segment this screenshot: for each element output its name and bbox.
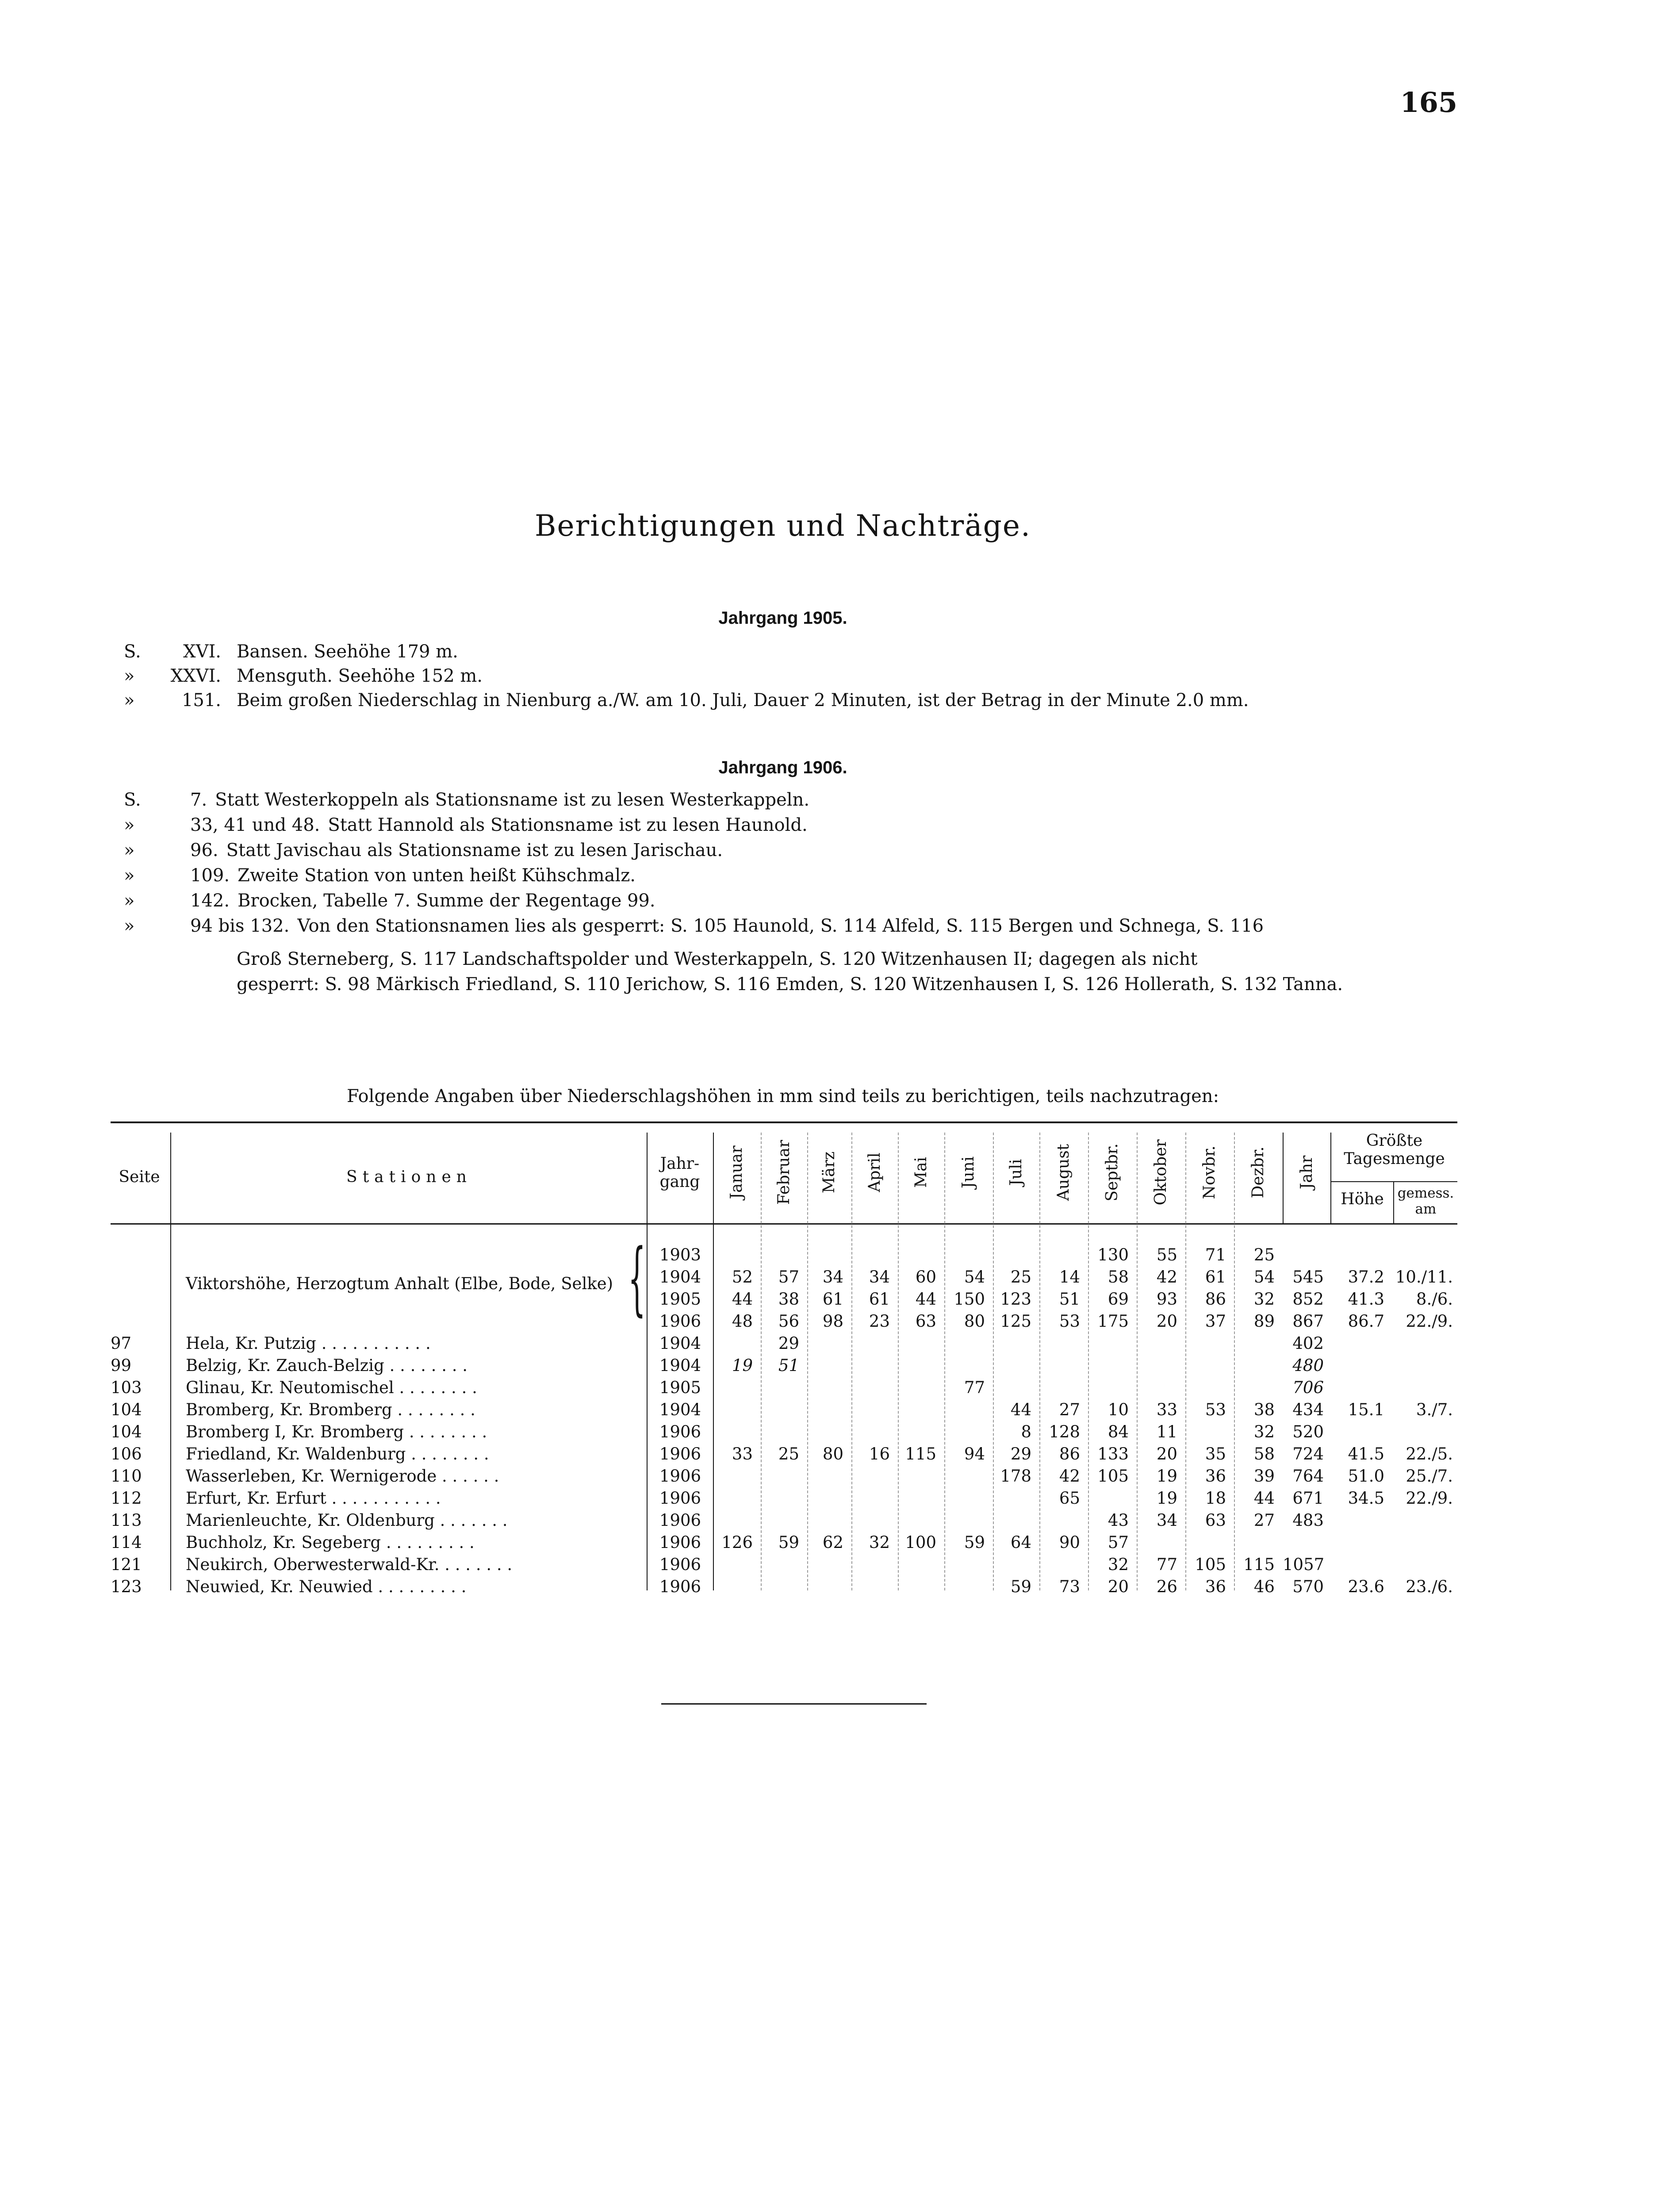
row-month-value: 36 (1205, 1467, 1226, 1486)
correction-entry (124, 790, 1473, 816)
row-month-value: 33 (1156, 1400, 1177, 1419)
row-gemessen-am: 25./7. (1406, 1467, 1453, 1486)
row-hoehe: 34.5 (1348, 1489, 1384, 1508)
row-seite: 114 (111, 1533, 142, 1552)
closing-rule (661, 1703, 927, 1705)
correction-entry (124, 815, 1473, 841)
row-jahrgang: 1904 (659, 1334, 701, 1353)
row-jahrgang: 1906 (659, 1511, 701, 1530)
row-month-value: 61 (1205, 1267, 1226, 1286)
entry-reference: 96. (190, 840, 218, 860)
row-month-value: 51 (778, 1356, 799, 1375)
row-month-value: 178 (1000, 1467, 1031, 1486)
row-month-value: 130 (1097, 1245, 1129, 1264)
row-gemessen-am: 23./6. (1406, 1577, 1453, 1596)
row-jahrgang: 1906 (659, 1467, 701, 1486)
row-station: Belzig, Kr. Zauch-Belzig . . . . . . . . (186, 1356, 468, 1375)
row-month-value: 59 (964, 1533, 985, 1552)
continuation-line: gesperrt: S. 98 Märkisch Friedland, S. 110 Jerichow, S. 116 Emden, S. 120 Witzenhausen I, S. 126 Hollerath, S. 132 Tanna. (237, 974, 1343, 995)
column-rule (170, 1133, 171, 1590)
continuation-line: Groß Sterneberg, S. 117 Landschaftspolder und Westerkappeln, S. 120 Witzenhausen II; dagegen als nicht (237, 949, 1198, 969)
row-month-value: 57 (1108, 1533, 1129, 1552)
header-hoehe: Höhe (1341, 1190, 1384, 1208)
row-month-value: 63 (915, 1312, 936, 1331)
correction-entry (124, 666, 1473, 692)
correction-entry (124, 865, 1473, 892)
entry-line (190, 891, 655, 911)
row-station: Buchholz, Kr. Segeberg . . . . . . . . . (186, 1533, 475, 1552)
row-month-value: 84 (1108, 1422, 1129, 1441)
entry-reference: 142. (190, 891, 230, 911)
header-month: Mai (912, 1157, 930, 1188)
page-title: Berichtigungen und Nachträge. (535, 509, 1031, 543)
row-month-value: 19 (1156, 1467, 1177, 1486)
entry-reference: 94 bis 132. (190, 916, 290, 936)
row-month-value: 16 (869, 1444, 890, 1463)
brace: { (628, 1232, 646, 1325)
row-month-value: 51 (1059, 1290, 1080, 1309)
entry-text: Beim großen Niederschlag in Nienburg a./W. am 10. Juli, Dauer 2 Minuten, ist der Betrag in der Minute 2.0 mm. (237, 690, 1249, 710)
entry-text: Von den Stationsnamen lies als gesperrt: S. 105 Haunold, S. 114 Alfeld, S. 115 Bergen und Schnega, S. 116 (297, 916, 1264, 936)
row-hoehe: 86.7 (1348, 1312, 1384, 1331)
entry-mark: » (124, 690, 135, 710)
row-jahr: 706 (1292, 1378, 1324, 1397)
row-month-value: 10 (1108, 1400, 1129, 1419)
row-station: Erfurt, Kr. Erfurt . . . . . . . . . . . (186, 1489, 441, 1508)
row-month-value: 105 (1097, 1467, 1129, 1486)
page-number: 165 (1400, 86, 1457, 119)
entry-mark: » (124, 865, 135, 886)
row-month-value: 64 (1010, 1533, 1031, 1552)
row-month-value: 61 (822, 1290, 843, 1309)
row-jahr: 671 (1292, 1489, 1324, 1508)
row-month-value: 44 (915, 1290, 936, 1309)
row-jahrgang: 1905 (659, 1378, 701, 1397)
entry-mark: » (124, 815, 135, 835)
row-jahrgang: 1906 (659, 1555, 701, 1574)
row-month-value: 77 (964, 1378, 985, 1397)
row-month-value: 34 (1156, 1511, 1177, 1530)
row-month-value: 48 (732, 1312, 753, 1331)
row-jahrgang: 1904 (659, 1400, 701, 1419)
row-month-value: 60 (915, 1267, 936, 1286)
row-gemessen-am: 3./7. (1416, 1400, 1453, 1419)
row-station: Glinau, Kr. Neutomischel . . . . . . . . (186, 1378, 477, 1397)
column-rule (1330, 1133, 1331, 1223)
header-month: Dezbr. (1249, 1146, 1267, 1198)
row-month-value: 63 (1205, 1511, 1226, 1530)
row-seite: 123 (111, 1577, 142, 1596)
row-gemessen-am: 22./5. (1406, 1444, 1453, 1463)
row-month-value: 125 (1000, 1312, 1031, 1331)
row-month-value: 37 (1205, 1312, 1226, 1331)
row-jahrgang: 1904 (659, 1356, 701, 1375)
row-month-value: 38 (778, 1290, 799, 1309)
row-station: Hela, Kr. Putzig . . . . . . . . . . . (186, 1334, 431, 1353)
row-jahr: 570 (1292, 1577, 1324, 1596)
row-jahrgang: 1904 (659, 1267, 701, 1286)
row-hoehe: 41.5 (1348, 1444, 1384, 1463)
row-month-value: 32 (869, 1533, 890, 1552)
row-month-value: 36 (1205, 1577, 1226, 1596)
correction-entry (124, 840, 1473, 867)
row-jahr: 483 (1292, 1511, 1324, 1530)
row-month-value: 42 (1156, 1267, 1177, 1286)
row-month-value: 175 (1097, 1312, 1129, 1331)
row-month-value: 62 (822, 1533, 843, 1552)
column-rule (851, 1133, 852, 1590)
entry-mark: » (124, 840, 135, 860)
row-jahrgang: 1905 (659, 1290, 701, 1309)
row-month-value: 34 (869, 1267, 890, 1286)
row-month-value: 43 (1108, 1511, 1129, 1530)
column-rule (944, 1133, 945, 1590)
row-seite: 97 (111, 1334, 132, 1353)
header-jahr: Jahr (1298, 1155, 1316, 1190)
row-hoehe: 23.6 (1348, 1577, 1384, 1596)
row-hoehe: 15.1 (1348, 1400, 1384, 1419)
row-hoehe: 41.3 (1348, 1290, 1384, 1309)
header-sub-rule (1331, 1181, 1457, 1182)
row-month-value: 94 (964, 1444, 985, 1463)
row-station: Marienleuchte, Kr. Oldenburg . . . . . . . (186, 1511, 508, 1530)
entry-reference: XVI. (183, 641, 221, 662)
column-rule (993, 1133, 994, 1590)
column-rule (898, 1133, 899, 1590)
row-jahrgang: 1906 (659, 1489, 701, 1508)
entry-mark: S. (124, 641, 141, 662)
row-seite: 104 (111, 1400, 142, 1419)
column-rule (1039, 1133, 1040, 1590)
row-month-value: 29 (1010, 1444, 1031, 1463)
header-month: Oktober (1152, 1139, 1170, 1206)
header-month: April (865, 1152, 884, 1192)
row-month-value: 39 (1253, 1467, 1275, 1486)
row-jahr: 724 (1292, 1444, 1324, 1463)
row-month-value: 69 (1108, 1290, 1129, 1309)
row-month-value: 53 (1059, 1312, 1080, 1331)
row-month-value: 19 (1156, 1489, 1177, 1508)
entry-text: Statt Westerkoppeln als Stationsname ist zu lesen Westerkappeln. (215, 790, 810, 810)
correction-entry (124, 916, 1473, 942)
station-name: Viktorshöhe, Herzogtum Anhalt (Elbe, Bode, Selke) (186, 1274, 613, 1293)
row-month-value: 55 (1156, 1245, 1177, 1264)
header-gemessen-am: gemess. am (1397, 1185, 1454, 1217)
entry-reference: 109. (190, 865, 230, 886)
row-month-value: 27 (1253, 1511, 1275, 1530)
row-month-value: 52 (732, 1267, 753, 1286)
row-station: Neuwied, Kr. Neuwied . . . . . . . . . (186, 1577, 467, 1596)
row-jahr: 545 (1292, 1267, 1324, 1286)
header-month: Septbr. (1103, 1143, 1121, 1202)
row-jahrgang: 1903 (659, 1245, 701, 1264)
header-seite: Seite (119, 1168, 160, 1186)
heading-1905: Jahrgang 1905. (718, 608, 847, 628)
header-month: Novbr. (1200, 1145, 1219, 1199)
header-month: August (1054, 1144, 1073, 1201)
row-seite: 112 (111, 1489, 142, 1508)
row-month-value: 73 (1059, 1577, 1080, 1596)
row-jahrgang: 1906 (659, 1422, 701, 1441)
row-month-value: 61 (869, 1290, 890, 1309)
entry-line (190, 815, 808, 835)
entry-reference: 151. (181, 690, 221, 710)
entry-text: Bansen. Seehöhe 179 m. (237, 641, 458, 662)
row-month-value: 133 (1097, 1444, 1129, 1463)
row-jahr: 764 (1292, 1467, 1324, 1486)
row-month-value: 19 (732, 1356, 753, 1375)
row-month-value: 86 (1059, 1444, 1080, 1463)
row-jahr: 480 (1292, 1356, 1324, 1375)
row-station: Wasserleben, Kr. Wernigerode . . . . . . (186, 1467, 499, 1486)
header-month: März (820, 1151, 838, 1194)
row-month-value: 32 (1108, 1555, 1129, 1574)
row-month-value: 128 (1049, 1422, 1080, 1441)
entry-text: Brocken, Tabelle 7. Summe der Regentage 99. (238, 891, 655, 911)
entry-line (190, 865, 636, 886)
row-month-value: 90 (1059, 1533, 1080, 1552)
header-groesste-tagesmenge: Größte Tagesmenge (1344, 1132, 1445, 1168)
row-seite: 104 (111, 1422, 142, 1441)
correction-entry (124, 641, 1473, 668)
entry-text: Statt Hannold als Stationsname ist zu lesen Haunold. (328, 815, 808, 835)
row-month-value: 86 (1205, 1290, 1226, 1309)
row-gemessen-am: 10./11. (1395, 1267, 1453, 1286)
row-month-value: 123 (1000, 1290, 1031, 1309)
header-month: Februar (774, 1140, 793, 1205)
header-month: Juni (959, 1156, 977, 1189)
row-month-value: 18 (1205, 1489, 1226, 1508)
entry-line (190, 840, 723, 860)
row-month-value: 58 (1108, 1267, 1129, 1286)
row-month-value: 23 (869, 1312, 890, 1331)
row-month-value: 57 (778, 1267, 799, 1286)
row-station: Neukirch, Oberwesterwald-Kr. . . . . . . . (186, 1555, 513, 1574)
correction-entry (124, 690, 1473, 717)
row-month-value: 65 (1059, 1489, 1080, 1508)
entry-mark: » (124, 666, 135, 686)
row-month-value: 20 (1156, 1444, 1177, 1463)
row-month-value: 25 (1253, 1245, 1275, 1264)
row-month-value: 44 (1253, 1489, 1275, 1508)
row-jahr: 520 (1292, 1422, 1324, 1441)
row-month-value: 54 (964, 1267, 985, 1286)
correction-entry (124, 891, 1473, 917)
row-jahr: 867 (1292, 1312, 1324, 1331)
row-seite: 99 (111, 1356, 132, 1375)
entry-reference: 33, 41 und 48. (190, 815, 320, 835)
row-month-value: 35 (1205, 1444, 1226, 1463)
row-month-value: 34 (822, 1267, 843, 1286)
row-hoehe: 37.2 (1348, 1267, 1384, 1286)
row-month-value: 126 (721, 1533, 753, 1552)
entry-text: Mensguth. Seehöhe 152 m. (237, 666, 483, 686)
row-seite: 106 (111, 1444, 142, 1463)
column-rule (1393, 1182, 1394, 1223)
column-rule (647, 1133, 648, 1590)
row-month-value: 20 (1108, 1577, 1129, 1596)
row-month-value: 38 (1253, 1400, 1275, 1419)
entry-text: Statt Javischau als Stationsname ist zu lesen Jarischau. (226, 840, 723, 860)
row-month-value: 59 (1010, 1577, 1031, 1596)
entry-line (190, 916, 1264, 936)
header-jahrgang: Jahr- gang (659, 1155, 700, 1191)
entry-text: Zweite Station von unten heißt Kühschmalz. (238, 865, 636, 886)
row-month-value: 115 (1243, 1555, 1275, 1574)
row-month-value: 100 (905, 1533, 936, 1552)
row-month-value: 93 (1156, 1290, 1177, 1309)
row-month-value: 80 (964, 1312, 985, 1331)
row-seite: 113 (111, 1511, 142, 1530)
row-gemessen-am: 22./9. (1406, 1312, 1453, 1331)
header-month: Juli (1007, 1159, 1025, 1186)
row-seite: 110 (111, 1467, 142, 1486)
entry-mark: » (124, 916, 135, 936)
row-month-value: 53 (1205, 1400, 1226, 1419)
row-month-value: 46 (1253, 1577, 1275, 1596)
row-month-value: 59 (778, 1533, 799, 1552)
row-month-value: 42 (1059, 1467, 1080, 1486)
column-rule (807, 1133, 808, 1590)
row-month-value: 71 (1205, 1245, 1226, 1264)
row-jahr: 434 (1292, 1400, 1324, 1419)
heading-1906: Jahrgang 1906. (718, 758, 847, 777)
row-month-value: 105 (1195, 1555, 1226, 1574)
entry-mark: S. (124, 790, 141, 810)
row-jahr: 1057 (1283, 1555, 1325, 1574)
row-month-value: 115 (905, 1444, 936, 1463)
row-jahr: 852 (1292, 1290, 1324, 1309)
station-viktorshoehe (186, 1274, 637, 1293)
row-jahrgang: 1906 (659, 1533, 701, 1552)
row-month-value: 80 (822, 1444, 843, 1463)
row-month-value: 54 (1253, 1267, 1275, 1286)
entry-mark: » (124, 891, 135, 911)
row-month-value: 8 (1021, 1422, 1031, 1441)
row-seite: 121 (111, 1555, 142, 1574)
row-month-value: 89 (1253, 1312, 1275, 1331)
row-month-value: 25 (1010, 1267, 1031, 1286)
entry-reference: XXVI. (170, 666, 221, 686)
row-month-value: 44 (1010, 1400, 1031, 1419)
row-month-value: 98 (822, 1312, 843, 1331)
row-month-value: 56 (778, 1312, 799, 1331)
row-month-value: 11 (1156, 1422, 1177, 1441)
row-gemessen-am: 8./6. (1416, 1290, 1453, 1309)
row-month-value: 44 (732, 1290, 753, 1309)
row-month-value: 33 (732, 1444, 753, 1463)
entry-reference: 7. (190, 790, 207, 810)
row-seite: 103 (111, 1378, 142, 1397)
row-month-value: 150 (954, 1290, 985, 1309)
row-month-value: 14 (1059, 1267, 1080, 1286)
row-month-value: 32 (1253, 1422, 1275, 1441)
row-jahrgang: 1906 (659, 1312, 701, 1331)
row-month-value: 29 (778, 1334, 799, 1353)
row-station: Bromberg, Kr. Bromberg . . . . . . . . (186, 1400, 475, 1419)
row-hoehe: 51.0 (1348, 1467, 1384, 1486)
row-station: Friedland, Kr. Waldenburg . . . . . . . . (186, 1444, 489, 1463)
row-jahr: 402 (1292, 1334, 1324, 1353)
row-month-value: 32 (1253, 1290, 1275, 1309)
row-month-value: 77 (1156, 1555, 1177, 1574)
table-intro: Folgende Angaben über Niederschlagshöhen in mm sind teils zu berichtigen, teils nachzutragen: (346, 1086, 1219, 1106)
row-station: Bromberg I, Kr. Bromberg . . . . . . . . (186, 1422, 487, 1441)
row-month-value: 27 (1059, 1400, 1080, 1419)
row-jahrgang: 1906 (659, 1577, 701, 1596)
row-gemessen-am: 22./9. (1406, 1489, 1453, 1508)
row-month-value: 58 (1253, 1444, 1275, 1463)
header-stationen: Stationen (346, 1168, 472, 1186)
entry-line (190, 790, 809, 810)
header-month: Januar (728, 1145, 746, 1199)
row-month-value: 25 (778, 1444, 799, 1463)
column-rule (1283, 1133, 1284, 1223)
row-jahrgang: 1906 (659, 1444, 701, 1463)
row-month-value: 26 (1156, 1577, 1177, 1596)
row-month-value: 20 (1156, 1312, 1177, 1331)
